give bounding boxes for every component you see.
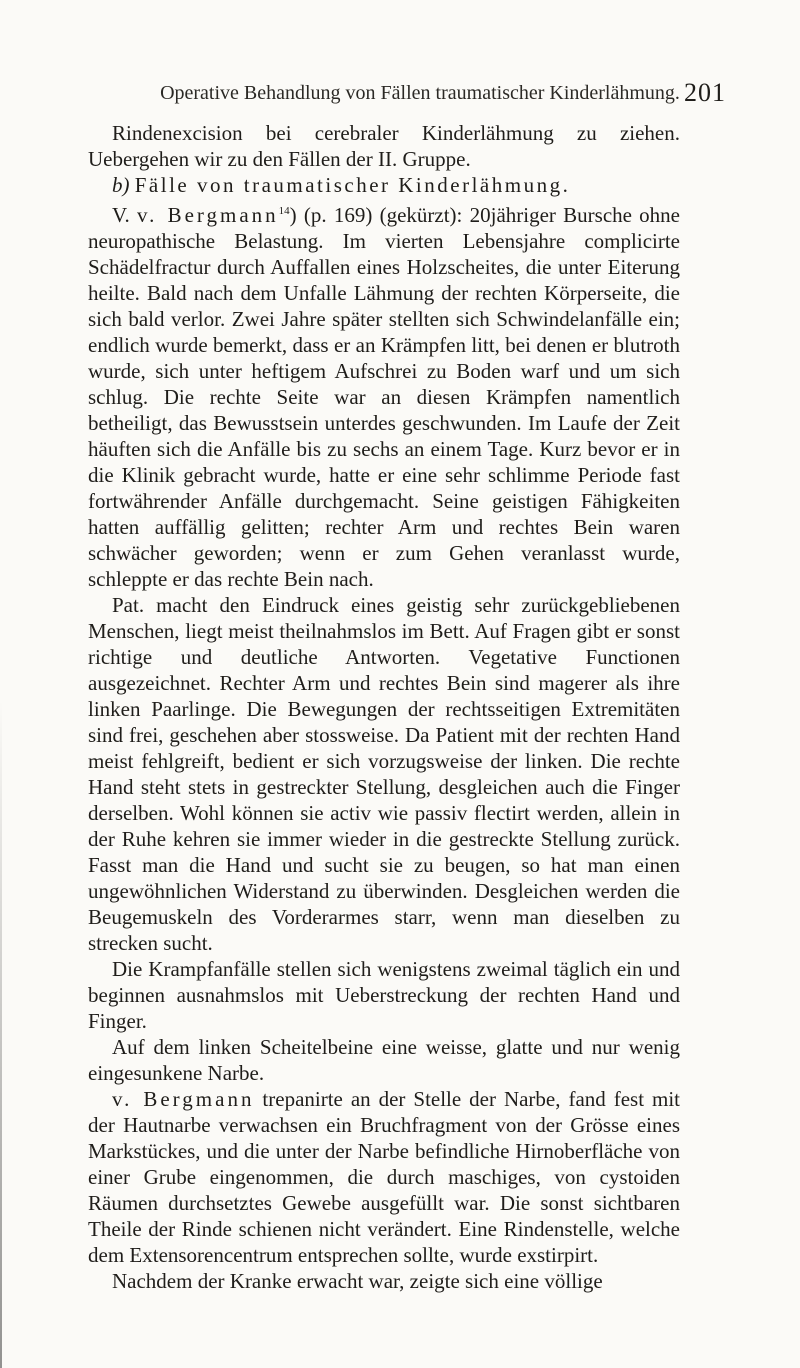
section-heading <box>88 172 680 198</box>
final-paragraph: Nachdem der Kranke erwacht war, zeigte sich eine völlige <box>112 1269 603 1293</box>
section-letter: b) <box>112 173 130 197</box>
operation-author: v. Bergmann <box>112 1087 255 1111</box>
cramps-paragraph: Die Krampfanfälle stellen sich wenigstens zweimal täglich ein und beginnen ausnahmslos mit Ueberstreckung der rechten Hand und Finger. <box>88 957 680 1033</box>
section-title: Fälle von traumatischer Kinderlähmung. <box>134 173 571 197</box>
status-paragraph: Pat. macht den Eindruck eines geistig sehr zurückgebliebenen Menschen, liegt meist theilnahmslos im Bett. Auf Fragen gibt er sonst richtige und deutliche Antworten. Vegetative Functionen ausgezeichnet. Rechter Arm und rechtes Bein sind magerer als ihre linken Paarlinge. Die Bewegungen der rechtsseitigen Extremitäten sind frei, geschehen aber stossweise. Da Patient mit der rechten Hand meist fehlgreift, bedient er sich vorzugsweise der linken. Die rechte Hand steht stets in gestreckter Stellung, desgleichen auch die Finger derselben. Wohl können sie activ wie passiv flectirt werden, allein in der Ruhe kehren sie immer wieder in die gestreckte Stellung zurück. Fasst man die Hand und sucht sie zu beugen, so hat man einen ungewöhnlichen Widerstand zu überwinden. Desgleichen werden die Beugemuskeln des Vorderarmes starr, wenn man dieselben zu strecken sucht. <box>88 593 680 955</box>
intro-paragraph: Rindenexcision bei cerebraler Kinderlähmung zu ziehen. Uebergehen wir zu den Fällen der II. Gruppe. <box>88 121 680 171</box>
scar-paragraph: Auf dem linken Scheitelbeine eine weisse, glatte und nur wenig eingesunkene Narbe. <box>88 1035 680 1085</box>
case-history-text: ) (p. 169) (gekürzt): 20jähriger Bursche ohne neuropathische Belastung. Im vierten Lebensjahre complicirte Schädelfractur durch Auffallen eines Holzscheites, die unter Eiterung heilte. Bald nach dem Unfalle Lähmung der rechten Körperseite, die sich bald verlor. Zwei Jahre später stellten sich Schwindelanfälle ein; endlich wurde bemerkt, dass er an Krämpfen litt, bei denen er blutroth wurde, sich unter heftigem Aufschrei zu Boden warf und um sich schlug. Die rechte Seite war an diesen Krämpfen namentlich betheiligt, das Bewusstsein unterdes geschwunden. Im Laufe der Zeit häuften sich die Anfälle bis zu sechs an einem Tage. Kurz bevor er in die Klinik gebracht wurde, hatte er eine sehr schlimme Periode fast fortwährender Anfälle durchgemacht. Seine geistigen Fähigkeiten hatten auffällig gelitten; rechter Arm und rechtes Bein waren schwächer geworden; wenn er zum Gehen veranlasst wurde, schleppte er das rechte Bein nach. <box>88 203 681 591</box>
page-number: 201 <box>684 78 726 107</box>
case-paragraph <box>88 198 680 592</box>
case-label: V. <box>112 203 130 227</box>
page-edge-shadow <box>0 700 2 1368</box>
case-author: v. Bergmann <box>136 203 279 227</box>
running-header: Operative Behandlung von Fällen traumatischer Kinderlähmung. <box>160 82 680 104</box>
operation-paragraph <box>88 1086 680 1268</box>
operation-text: trepanirte an der Stelle der Narbe, fand fest mit der Hautnarbe verwachsen ein Bruchfragment von der Grösse eines Markstückes, und die unter der Narbe befindliche Hirnoberfläche von einer Grube eingenommen, die durch maschiges, von cystoiden Räumen durchsetztes Gewebe ausgefüllt war. Die sonst sichtbaren Theile der Rinde schienen nicht verändert. Eine Rindenstelle, welche dem Extensorencentrum entsprechen sollte, wurde exstirpirt. <box>88 1087 681 1267</box>
page-body <box>88 120 680 1294</box>
footnote-ref: 14 <box>278 205 290 217</box>
